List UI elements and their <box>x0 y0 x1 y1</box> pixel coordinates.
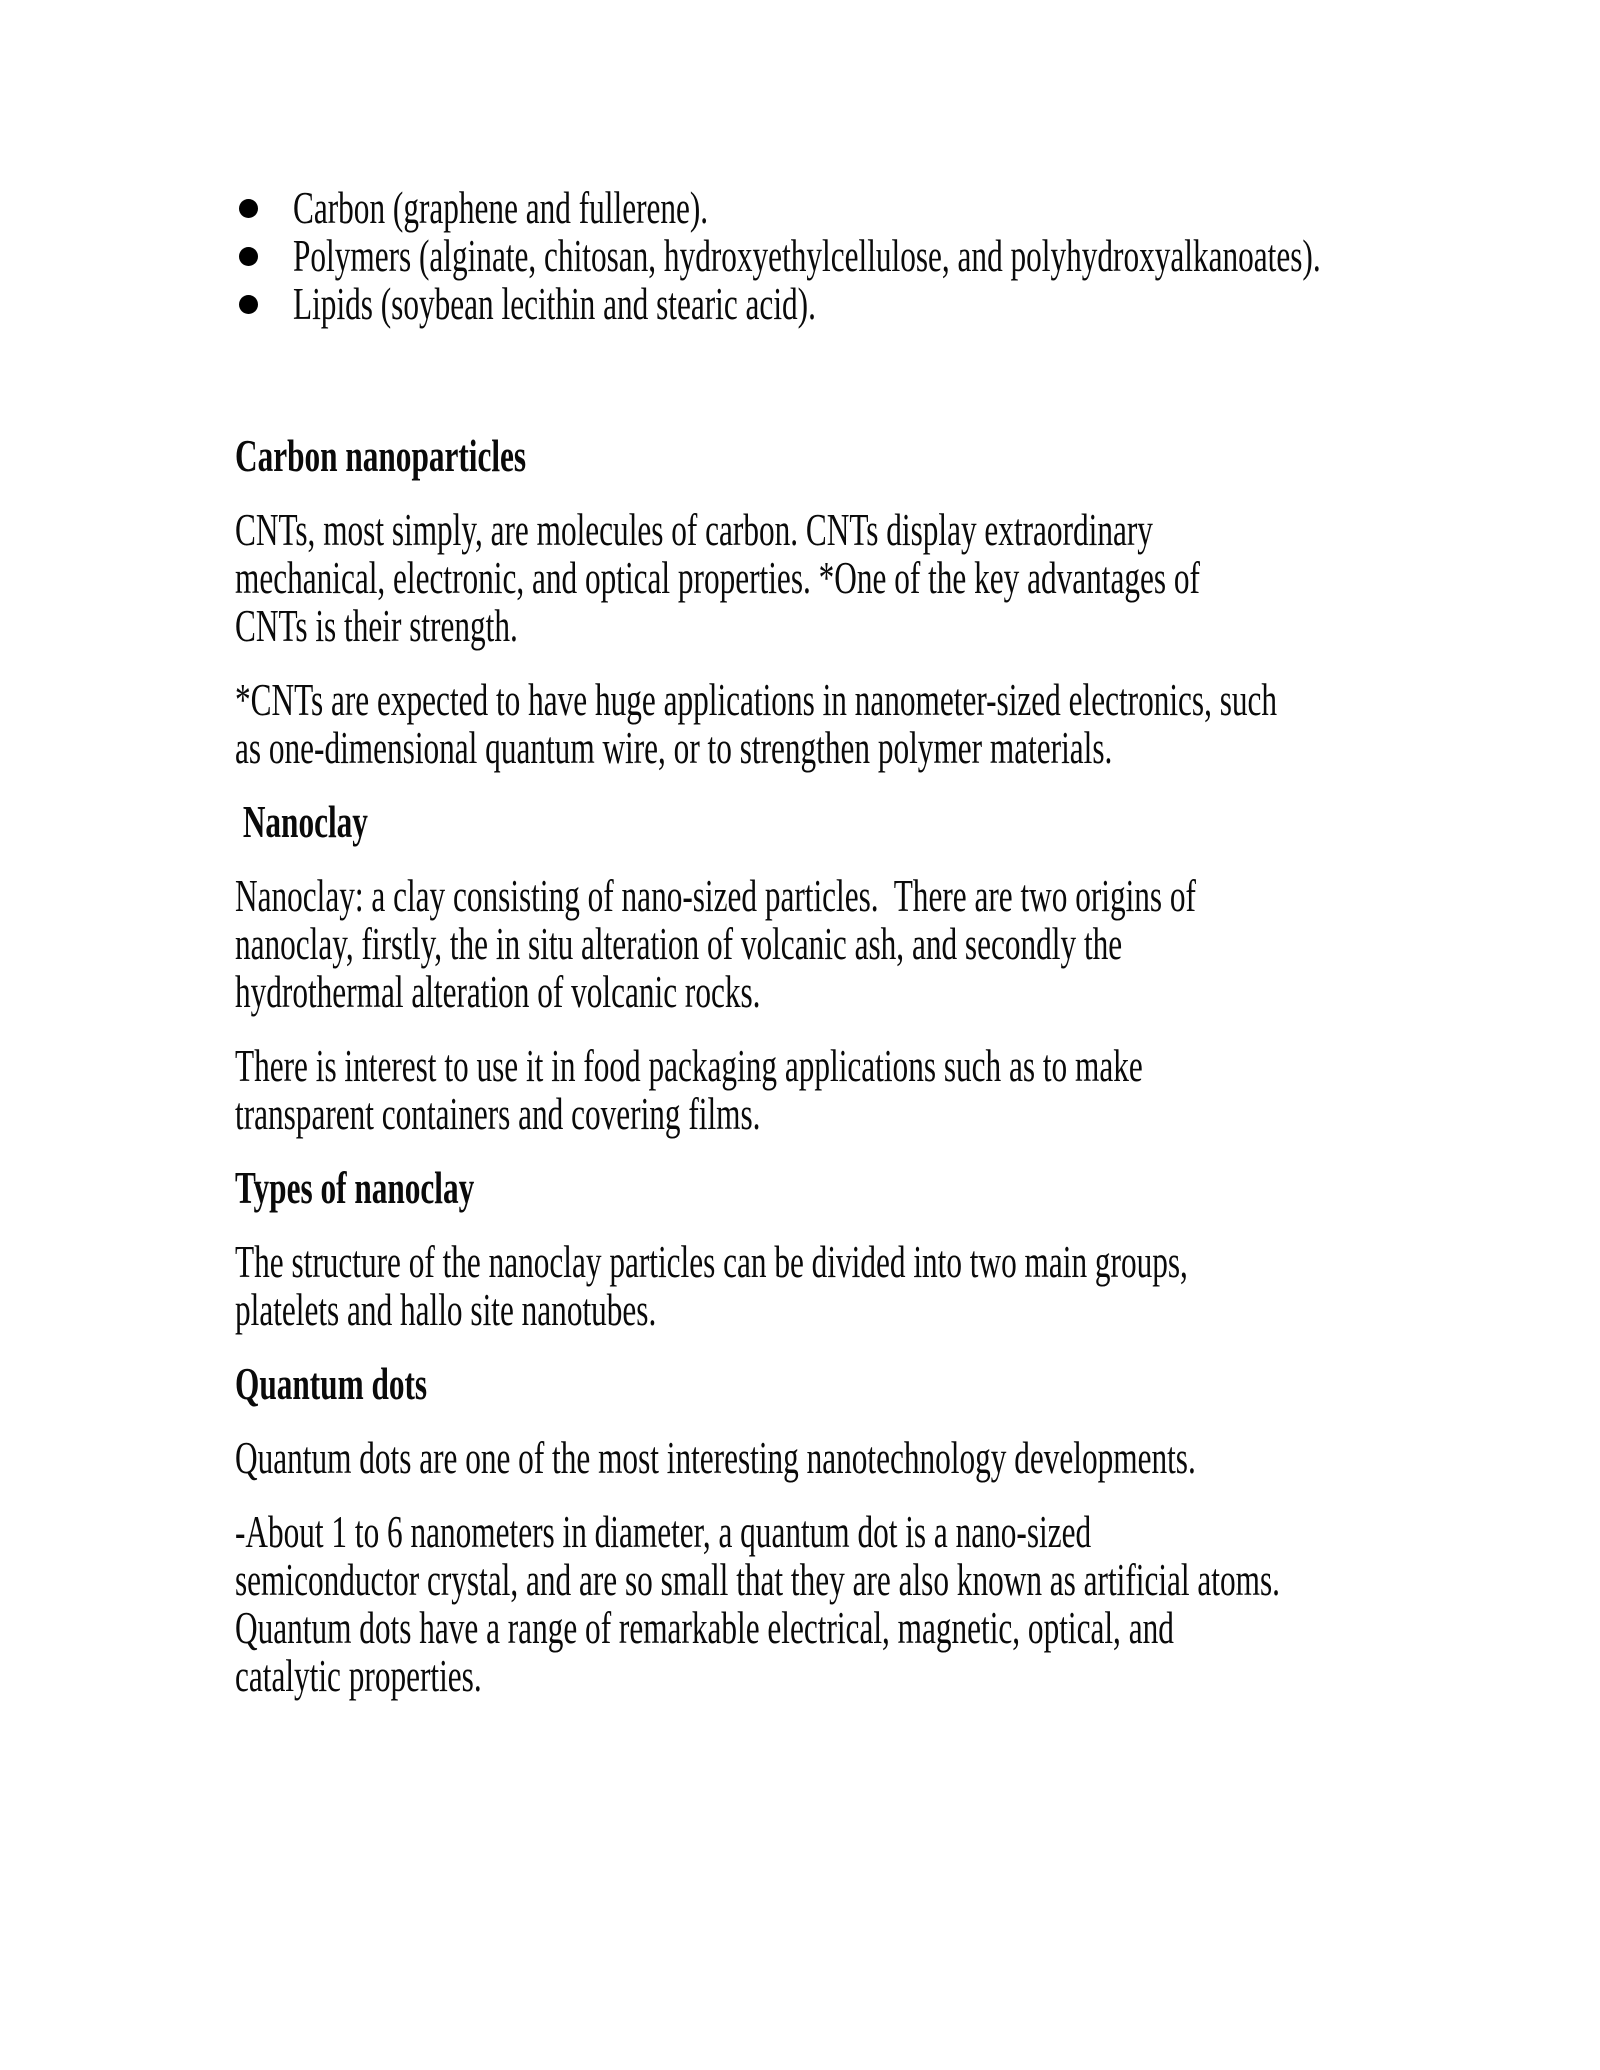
list-item <box>235 232 1500 280</box>
section-heading-carbon-nanoparticles <box>235 432 1500 480</box>
bullet-list <box>235 184 1500 328</box>
bullet-icon <box>239 295 258 314</box>
text-line: CNTs is their strength. <box>235 600 518 651</box>
text-line: platelets and hallo site nanotubes. <box>235 1284 657 1335</box>
bullet-icon <box>239 247 258 266</box>
text-line: Quantum dots are one of the most interesting nanotechnology developments. <box>235 1432 1196 1483</box>
section-heading-nanoclay <box>235 798 1500 846</box>
text-line: semiconductor crystal, and are so small that they are also known as artificial atoms. <box>235 1554 1280 1605</box>
text-line: catalytic properties. <box>235 1650 482 1701</box>
text-line: hydrothermal alteration of volcanic rocks. <box>235 966 761 1017</box>
heading-text: Carbon nanoparticles <box>235 430 527 481</box>
list-item <box>235 184 1500 232</box>
paragraph-nanoclay-packaging <box>235 1042 1500 1138</box>
text-line: as one-dimensional quantum wire, or to strengthen polymer materials. <box>235 722 1113 773</box>
paragraph-nanoclay-structure <box>235 1238 1500 1334</box>
bullet-text: Carbon (graphene and fullerene). <box>293 182 709 233</box>
section-heading-quantum-dots <box>235 1360 1500 1408</box>
text-line: nanoclay, firstly, the in situ alteration of volcanic ash, and secondly the <box>235 918 1123 969</box>
bullet-text: Polymers (alginate, chitosan, hydroxyethylcellulose, and polyhydroxyalkanoates). <box>293 230 1321 281</box>
text-line: *CNTs are expected to have huge applications in nanometer-sized electronics, such <box>235 674 1278 725</box>
text-line: Quantum dots have a range of remarkable electrical, magnetic, optical, and <box>235 1602 1174 1653</box>
text-line: There is interest to use it in food packaging applications such as to make <box>235 1040 1143 1091</box>
section-heading-types-of-nanoclay <box>235 1164 1500 1212</box>
paragraph-quantum-dots-details <box>235 1508 1500 1700</box>
text-line: mechanical, electronic, and optical properties. *One of the key advantages of <box>235 552 1200 603</box>
paragraph-nanoclay-definition <box>235 872 1500 1016</box>
heading-text: Quantum dots <box>235 1358 428 1409</box>
heading-text: Types of nanoclay <box>235 1162 475 1213</box>
text-line: -About 1 to 6 nanometers in diameter, a quantum dot is a nano-sized <box>235 1506 1092 1557</box>
paragraph-cnts-intro <box>235 506 1500 650</box>
bullet-text: Lipids (soybean lecithin and stearic acid). <box>293 278 816 329</box>
text-line: CNTs, most simply, are molecules of carbon. CNTs display extraordinary <box>235 504 1153 555</box>
list-item <box>235 280 1500 328</box>
paragraph-cnts-applications <box>235 676 1500 772</box>
text-line: Nanoclay: a clay consisting of nano-sized particles. There are two origins of <box>235 870 1196 921</box>
text-line: transparent containers and covering films. <box>235 1088 761 1139</box>
bullet-icon <box>239 199 258 218</box>
paragraph-quantum-dots-intro <box>235 1434 1500 1482</box>
heading-text: Nanoclay <box>235 796 368 847</box>
text-line: The structure of the nanoclay particles can be divided into two main groups, <box>235 1236 1188 1287</box>
